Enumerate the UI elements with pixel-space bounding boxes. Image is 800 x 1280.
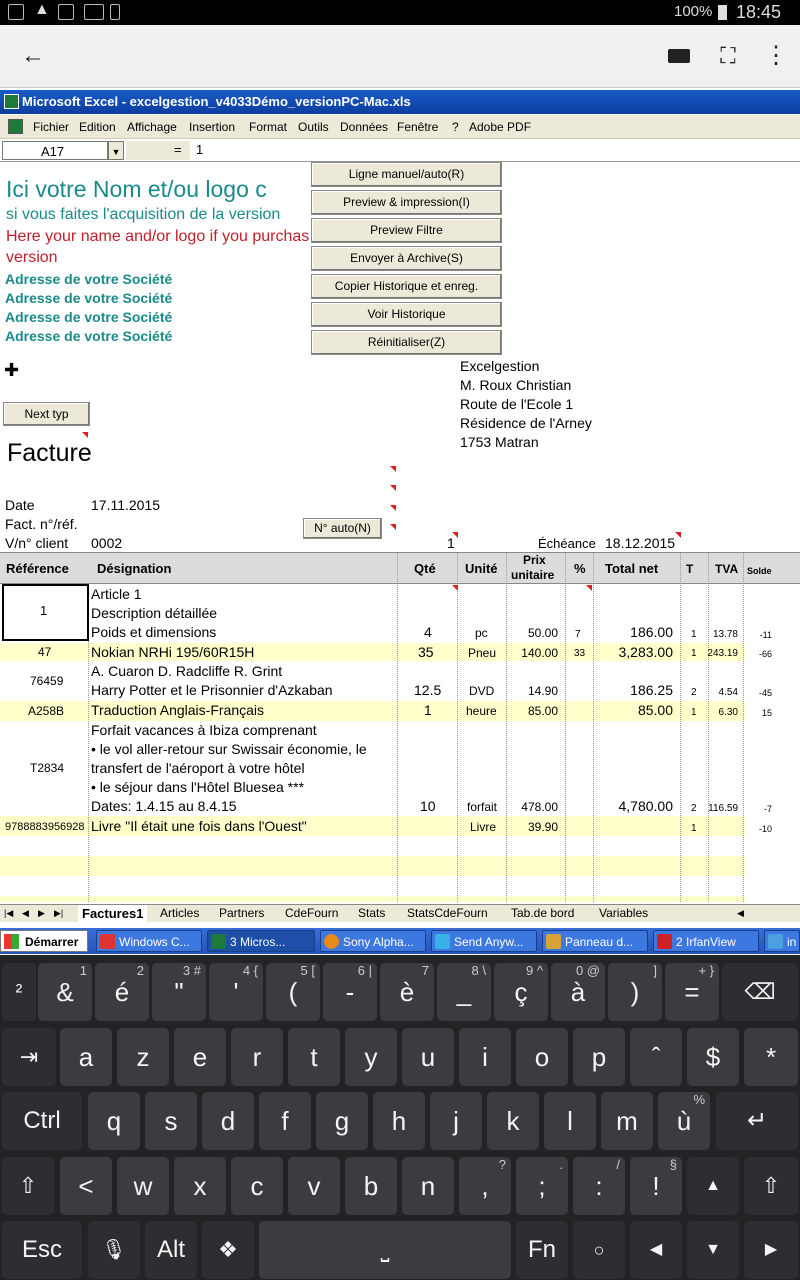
key-k[interactable]: k: [487, 1092, 539, 1150]
row3-solde[interactable]: -45: [758, 688, 772, 698]
row2-unit[interactable]: Pneu: [468, 646, 497, 660]
row4-qty[interactable]: 1: [424, 702, 432, 718]
ligne-manuel-auto-button[interactable]: Ligne manuel/auto(R): [311, 162, 502, 187]
row1-desig-3[interactable]: Poids et dimensions: [91, 624, 217, 640]
row3-tva[interactable]: 4.54: [718, 687, 738, 698]
key-comma[interactable]: , ?: [459, 1157, 511, 1215]
recipient-line-3: Route de l'Ecole 1: [460, 396, 574, 412]
company-address-3: Adresse de votre Société: [5, 309, 173, 325]
preview-impression-button[interactable]: Preview & impression(I): [311, 190, 502, 215]
excel-icon: [4, 94, 19, 109]
arrow-right-icon[interactable]: ▶: [744, 1221, 798, 1279]
tab-prev-icon[interactable]: ◀: [22, 908, 29, 918]
status-bar: [0, 0, 800, 25]
row3-desig-1[interactable]: A. Cuaron D. Radcliffe R. Grint: [91, 663, 283, 679]
key-l[interactable]: l: [544, 1092, 596, 1150]
taskbar-irfanview[interactable]: 2 IrfanView: [653, 930, 759, 952]
row2-percent[interactable]: 33: [574, 648, 586, 659]
row1-reference[interactable]: 1: [40, 603, 48, 618]
tab-first-icon[interactable]: |◀: [4, 908, 14, 918]
recipient-line-1: Excelgestion: [460, 358, 540, 374]
tab-key-icon[interactable]: ⇥: [2, 1028, 56, 1086]
taskbar-sony[interactable]: Sony Alpha...: [320, 930, 426, 952]
row6-unit[interactable]: Livre: [470, 820, 497, 834]
overflow-menu-icon[interactable]: ⋮: [764, 42, 788, 69]
sheet-tabs: [0, 904, 800, 922]
key-j[interactable]: j: [430, 1092, 482, 1150]
key-double-quote[interactable]: " 3 #: [152, 963, 206, 1021]
windows-logo-icon: [4, 934, 19, 949]
logo-line-3: Here your name and/or logo if you purchas: [6, 228, 310, 245]
tab-next-icon[interactable]: ▶: [38, 908, 45, 918]
row5-desig-3[interactable]: transfert de l'aéroport à votre hôtel: [91, 760, 305, 776]
document-title: Facture: [7, 439, 92, 467]
header-tva: TVA: [715, 562, 739, 576]
company-address-4: Adresse de votre Société: [5, 328, 173, 344]
menu-fenetre[interactable]: Fenêtre: [397, 120, 439, 134]
home-circle-icon[interactable]: ○: [573, 1221, 625, 1279]
key-h[interactable]: h: [373, 1092, 425, 1150]
menu-donnees[interactable]: Données: [340, 120, 389, 134]
numero-auto-button[interactable]: N° auto(N): [303, 518, 382, 539]
reinitialiser-button[interactable]: Réinitialiser(Z): [311, 330, 502, 355]
row2-price[interactable]: 140.00: [521, 646, 558, 660]
chevron-down-icon[interactable]: ▼: [108, 141, 124, 160]
key-y[interactable]: y: [345, 1028, 397, 1086]
menu-edition[interactable]: Edition: [79, 120, 116, 134]
row1-t[interactable]: 1: [691, 629, 697, 640]
client-number-value: 0002: [91, 535, 123, 551]
key-u[interactable]: u: [402, 1028, 454, 1086]
excel-title-bar: [0, 90, 800, 114]
menu-affichage[interactable]: Affichage: [127, 120, 177, 134]
company-address-2: Adresse de votre Société: [5, 290, 173, 306]
key-less-than[interactable]: <: [60, 1157, 112, 1215]
key-x[interactable]: x: [174, 1157, 226, 1215]
message-icon: [58, 4, 74, 20]
enter-key-icon[interactable]: ↵: [716, 1092, 798, 1150]
row1-total[interactable]: 186.00: [630, 624, 673, 640]
row1-solde[interactable]: -11: [759, 630, 772, 640]
row3-reference[interactable]: 76459: [30, 674, 64, 688]
row4-reference[interactable]: A258B: [28, 704, 65, 718]
windows-taskbar: [0, 928, 800, 954]
menu-outils[interactable]: Outils: [298, 120, 329, 134]
key-b[interactable]: b: [345, 1157, 397, 1215]
next-typ-button[interactable]: Next typ: [3, 402, 90, 426]
key-r[interactable]: r: [231, 1028, 283, 1086]
key-apostrophe[interactable]: ' 4 {: [209, 963, 263, 1021]
key-z[interactable]: z: [117, 1028, 169, 1086]
key-c[interactable]: c: [231, 1157, 283, 1215]
tab-cdefourn[interactable]: CdeFourn: [285, 906, 339, 920]
row6-desig-1[interactable]: Livre "Il était une fois dans l'Ouest": [91, 818, 307, 834]
key-semicolon[interactable]: ; .: [516, 1157, 568, 1215]
tab-last-icon[interactable]: ▶|: [54, 908, 64, 918]
logo-line-2: si vous faites l'acquisition de la version: [6, 206, 281, 223]
due-date-value: 18.12.2015: [605, 535, 676, 551]
page-number: 1: [447, 535, 455, 551]
key-a-grave[interactable]: à 0 @: [551, 963, 605, 1021]
row4-unit[interactable]: heure: [466, 704, 497, 718]
logo-line-4: version: [6, 249, 58, 266]
key-q[interactable]: q: [88, 1092, 140, 1150]
key-circumflex[interactable]: [630, 1028, 682, 1086]
key-open-paren[interactable]: ( 5 [: [266, 963, 320, 1021]
fullscreen-icon[interactable]: ⛶: [720, 43, 736, 68]
row6-t[interactable]: 1: [691, 823, 697, 834]
key-i[interactable]: i: [459, 1028, 511, 1086]
key-underscore[interactable]: _ 8 \: [437, 963, 491, 1021]
key-w[interactable]: w: [117, 1157, 169, 1215]
shift-right-icon[interactable]: ⇧: [744, 1157, 798, 1215]
header-unit-price-1: Prix: [523, 553, 546, 567]
formula-equals: =: [174, 142, 182, 157]
workbook-icon: [8, 119, 23, 134]
row5-price[interactable]: 478.00: [521, 800, 558, 814]
row3-qty[interactable]: 12.5: [414, 682, 442, 698]
row5-t[interactable]: 2: [691, 803, 697, 814]
header-unit: Unité: [465, 561, 498, 576]
menu-help[interactable]: ?: [452, 120, 459, 134]
battery-percent: 100%: [674, 3, 713, 20]
row6-price[interactable]: 39.90: [527, 820, 558, 834]
row4-tva[interactable]: 6.30: [718, 707, 738, 718]
hscroll-left-icon[interactable]: ◀: [737, 908, 744, 918]
esc-key[interactable]: Esc: [2, 1221, 82, 1279]
row5-tva[interactable]: 116.59: [708, 803, 738, 814]
key-v[interactable]: v: [288, 1157, 340, 1215]
alt-key[interactable]: Alt: [145, 1221, 197, 1279]
taskbar-excel[interactable]: 3 Micros...: [207, 930, 315, 952]
tab-stats[interactable]: Stats: [358, 906, 386, 920]
preview-filtre-button[interactable]: Preview Filtre: [311, 218, 502, 243]
battery-icon: [718, 5, 727, 20]
tab-partners[interactable]: Partners: [219, 906, 265, 920]
header-unit-price-2: unitaire: [511, 568, 555, 582]
space-bar[interactable]: ⎵: [259, 1221, 511, 1279]
row4-t[interactable]: 1: [691, 707, 697, 718]
menu-format[interactable]: Format: [249, 120, 288, 134]
taskbar-windows[interactable]: Windows C...: [96, 930, 202, 952]
date-label: Date: [5, 497, 35, 513]
keyboard-status-icon: [84, 4, 104, 20]
row6-reference[interactable]: 9788883956928: [5, 821, 85, 833]
key-o[interactable]: o: [516, 1028, 568, 1086]
recipient-line-5: 1753 Matran: [460, 434, 539, 450]
tab-variables[interactable]: Variables: [599, 906, 649, 920]
row4-desig-1[interactable]: Traduction Anglais-Français: [91, 702, 265, 718]
key-asterisk[interactable]: *: [744, 1028, 798, 1086]
row2-total[interactable]: 3,283.00: [618, 644, 673, 660]
microphone-icon[interactable]: 🎙: [88, 1221, 140, 1279]
spreadsheet-grid[interactable]: [0, 162, 800, 902]
soft-keyboard: [0, 955, 800, 1280]
tab-articles[interactable]: Articles: [160, 906, 200, 920]
key-m[interactable]: m: [601, 1092, 653, 1150]
menu-adobe-pdf[interactable]: Adobe PDF: [469, 120, 532, 134]
key-u-grave[interactable]: ù %: [658, 1092, 710, 1150]
row3-price[interactable]: 14.90: [527, 684, 558, 698]
name-box[interactable]: A17: [2, 141, 108, 160]
recipient-line-2: M. Roux Christian: [460, 377, 572, 393]
row2-t[interactable]: 1: [691, 648, 697, 659]
key-ampersand[interactable]: & 1: [38, 963, 92, 1021]
key-exclamation[interactable]: ! §: [630, 1157, 682, 1215]
key-t[interactable]: t: [288, 1028, 340, 1086]
key-n[interactable]: n: [402, 1157, 454, 1215]
key-superscript-2[interactable]: ²: [2, 963, 36, 1021]
row3-unit[interactable]: DVD: [469, 684, 495, 698]
key-e-grave[interactable]: è 7: [380, 963, 434, 1021]
row1-unit[interactable]: pc: [475, 626, 488, 640]
cell-cursor-icon: ✚: [4, 360, 20, 380]
row1-percent[interactable]: 7: [575, 629, 581, 640]
excel-window: [0, 90, 800, 952]
row6-solde[interactable]: -10: [758, 824, 772, 834]
backspace-icon[interactable]: ⌫: [722, 963, 798, 1021]
header-t: T: [686, 562, 694, 576]
header-percent: %: [574, 561, 586, 576]
voir-historique-button[interactable]: Voir Historique: [311, 302, 502, 327]
tab-factures1[interactable]: Factures1: [78, 905, 147, 922]
row5-unit[interactable]: forfait: [467, 800, 498, 814]
copier-historique-button[interactable]: Copier Historique et enreg.: [311, 274, 502, 299]
key-g[interactable]: g: [316, 1092, 368, 1150]
clock: 18:45: [736, 2, 782, 22]
fn-key[interactable]: Fn: [516, 1221, 568, 1279]
envoyer-archive-button[interactable]: Envoyer à Archive(S): [311, 246, 502, 271]
app-bar: [0, 25, 800, 88]
key-close-paren[interactable]: ) ]: [608, 963, 662, 1021]
row3-desig-2[interactable]: Harry Potter et le Prisonnier d'Azkaban: [91, 682, 333, 698]
row1-desig-1[interactable]: Article 1: [91, 586, 142, 602]
tab-statscdefourn[interactable]: StatsCdeFourn: [407, 906, 488, 920]
logo-line-1: Ici votre Nom et/ou logo c: [6, 176, 267, 202]
arrow-left-icon[interactable]: ◀: [630, 1221, 682, 1279]
battery-small-icon: [110, 4, 120, 20]
key-s[interactable]: s: [145, 1092, 197, 1150]
row2-qty[interactable]: 35: [418, 644, 434, 660]
date-value: 17.11.2015: [91, 497, 161, 513]
key-colon[interactable]: : /: [573, 1157, 625, 1215]
header-solde: Solde: [747, 566, 772, 576]
row1-qty[interactable]: 4: [424, 624, 432, 640]
formula-bar: [0, 140, 800, 162]
key-d[interactable]: d: [202, 1092, 254, 1150]
formula-input[interactable]: 1: [196, 142, 204, 157]
ctrl-key[interactable]: Ctrl: [2, 1092, 82, 1150]
row1-tva[interactable]: 13.78: [712, 629, 738, 640]
row5-solde[interactable]: -7: [763, 804, 772, 814]
arrow-up-icon[interactable]: ▲: [687, 1157, 739, 1215]
row3-t[interactable]: 2: [691, 687, 697, 698]
row2-solde[interactable]: -66: [758, 649, 772, 659]
key-p[interactable]: p: [573, 1028, 625, 1086]
start-button[interactable]: Démarrer: [0, 930, 88, 952]
row1-desig-2[interactable]: Description détaillée: [91, 605, 218, 621]
key-e[interactable]: e: [174, 1028, 226, 1086]
back-arrow-icon[interactable]: ←: [21, 42, 45, 69]
tab-tab-de-bord[interactable]: Tab.de bord: [511, 906, 575, 920]
header-reference: Référence: [6, 561, 69, 576]
diamond-key-icon[interactable]: ❖: [202, 1221, 254, 1279]
row4-price[interactable]: 85.00: [527, 704, 558, 718]
window-title: Microsoft Excel - excelgestion_v4033Démo_versionPC-Mac.xls: [22, 94, 411, 109]
row5-reference[interactable]: T2834: [30, 761, 65, 775]
triangle-app-icon: ▲: [34, 1, 50, 18]
gallery-icon: [8, 4, 24, 20]
client-number-label: V/n° client: [5, 535, 69, 551]
recipient-line-4: Résidence de l'Arney: [460, 415, 592, 431]
row5-qty[interactable]: 10: [420, 798, 436, 814]
header-total-net: Total net: [605, 561, 659, 576]
key-equals[interactable]: = + }: [665, 963, 719, 1021]
shift-left-icon[interactable]: ⇧: [2, 1157, 54, 1215]
taskbar-send-anywhere[interactable]: Send Anyw...: [431, 930, 537, 952]
row3-total[interactable]: 186.25: [630, 682, 673, 698]
row4-total[interactable]: 85.00: [637, 702, 673, 718]
menu-bar: [0, 115, 800, 139]
due-date-label: Échéance: [538, 536, 596, 551]
keyboard-icon[interactable]: [666, 39, 692, 73]
taskbar-panneau[interactable]: Panneau d...: [542, 930, 648, 952]
arrow-down-icon[interactable]: ▼: [687, 1221, 739, 1279]
row5-desig-2[interactable]: • le vol aller-retour sur Swissair économie, le: [91, 741, 367, 757]
key-dollar[interactable]: $: [687, 1028, 739, 1086]
key-minus[interactable]: - 6 |: [323, 963, 377, 1021]
row2-reference[interactable]: 47: [38, 645, 52, 659]
key-c-cedilla[interactable]: ç 9 ^: [494, 963, 548, 1021]
key-a[interactable]: a: [60, 1028, 112, 1086]
row1-price[interactable]: 50.00: [527, 626, 558, 640]
row5-total[interactable]: 4,780.00: [618, 798, 673, 814]
row2-tva[interactable]: 243.19: [707, 648, 738, 659]
company-address-1: Adresse de votre Société: [5, 271, 173, 287]
row5-desig-4[interactable]: • le séjour dans l'Hôtel Bluesea ***: [91, 779, 305, 795]
row4-solde[interactable]: 15: [761, 708, 772, 718]
menu-fichier[interactable]: Fichier: [33, 120, 70, 134]
menu-insertion[interactable]: Insertion: [189, 120, 236, 134]
row5-desig-1[interactable]: Forfait vacances à Ibiza comprenant: [91, 722, 317, 738]
invoice-number-label: Fact. n°/réf.: [5, 516, 78, 532]
key-f[interactable]: f: [259, 1092, 311, 1150]
header-quantity: Qté: [414, 561, 436, 576]
row2-desig-1[interactable]: Nokian NRHi 195/60R15H: [91, 644, 255, 660]
taskbar-more[interactable]: in: [764, 930, 800, 952]
key-e-acute[interactable]: é 2: [95, 963, 149, 1021]
row5-desig-5[interactable]: Dates: 1.4.15 au 8.4.15: [91, 798, 237, 814]
header-designation: Désignation: [97, 561, 172, 576]
